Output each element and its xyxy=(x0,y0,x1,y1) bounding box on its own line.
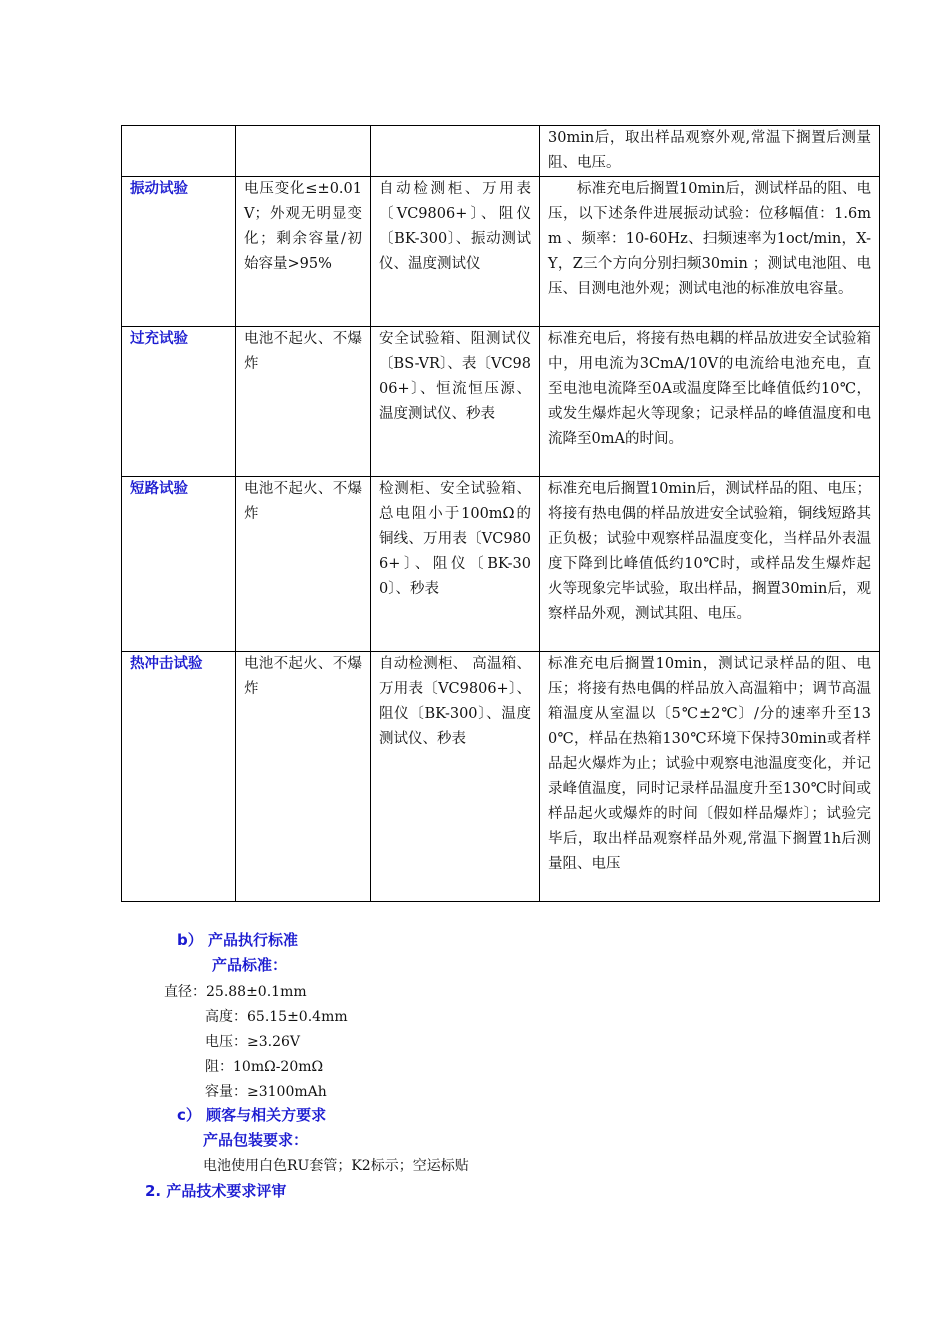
section-b-heading: b） 产品执行标准 xyxy=(177,931,298,949)
test-method: 标准充电后搁置10min后，测试样品的阻、电压；将接有热电偶的样品放进安全试验箱，铜线短路其正负极；试验中观察样品温度变化，当样品外表温度下降到比峰值低约10℃时，或样品发生爆炸起火等现象完毕试验，取出样品，搁置30min后，观察样品外观，测试其阻、电压。 xyxy=(540,477,880,652)
test-name: 过充试验 xyxy=(122,327,236,477)
test-name: 热冲击试验 xyxy=(122,652,236,902)
table-row xyxy=(122,177,880,327)
spec-height: 高度：65.15±0.4mm xyxy=(205,1009,348,1025)
test-method: 30min后，取出样品观察外观,常温下搁置后测量阻、电压。 xyxy=(540,126,880,177)
table-row xyxy=(122,327,880,477)
test-standard: 电池不起火、不爆炸 xyxy=(236,477,371,652)
test-method: 标准充电后搁置10min后，测试样品的阻、电压，以下述条件进展振动试验：位移幅值：1.6mm 、频率：10-60Hz、扫频速率为1oct/min，X-Y，Z三个方向分别扫频30min ；测试电池阻、电压、目测电池外观；测试电池的标准放电容量。 xyxy=(540,177,880,327)
spec-capacity: 容量：≥3100mAh xyxy=(205,1084,327,1100)
test-name: 振动试验 xyxy=(122,177,236,327)
section-b-subheading: 产品标准： xyxy=(212,956,288,974)
test-equipment: 安全试验箱、阻测试仪〔BS-VR〕、表〔VC9806+〕、恒流恒压源、温度测试仪、秒表 xyxy=(371,327,540,477)
test-name: 短路试验 xyxy=(122,477,236,652)
test-equipment: 自动检测柜、 高温箱、万用表〔VC9806+〕、阻仪〔BK-300〕、温度测试仪、秒表 xyxy=(371,652,540,902)
table-row xyxy=(122,652,880,902)
section-c-subheading: 产品包装要求： xyxy=(203,1131,309,1149)
table-row xyxy=(122,477,880,652)
test-standard: 电压变化≤±0.01V；外观无明显变化；剩余容量/初始容量>95% xyxy=(236,177,371,327)
test-name xyxy=(122,126,236,177)
test-equipment xyxy=(371,126,540,177)
test-standard: 电池不起火、不爆炸 xyxy=(236,327,371,477)
spec-diameter: 直径：25.88±0.1mm xyxy=(164,984,307,1000)
test-standard xyxy=(236,126,371,177)
section-2-heading: 2. 产品技术要求评审 xyxy=(145,1182,287,1200)
test-method: 标准充电后搁置10min，测试记录样品的阻、电压；将接有热电偶的样品放入高温箱中；调节高温箱温度从室温以〔5℃±2℃〕/分的速率升至130℃，样品在热箱130℃环境下保持30min或者样品起火爆炸为止；试验中观察电池温度变化，并记录峰值温度，同时记录样品温度升至130℃时间或样品起火或爆炸的时间〔假如样品爆炸〕；试验完毕后，取出样品观察样品外观,常温下搁置1h后测量阻、电压 xyxy=(540,652,880,902)
test-equipment: 检测柜、安全试验箱、总电阻小于100mΩ的铜线、万用表〔VC9806+〕、阻仪〔BK-300〕、秒表 xyxy=(371,477,540,652)
table-row xyxy=(122,126,880,177)
test-standard: 电池不起火、不爆炸 xyxy=(236,652,371,902)
section-c-heading: c） 顾客与相关方要求 xyxy=(177,1106,327,1124)
spec-resistance: 阻：10mΩ-20mΩ xyxy=(205,1059,324,1075)
packaging-requirement: 电池使用白色RU套管；K2标示；空运标贴 xyxy=(203,1158,469,1174)
spec-voltage: 电压：≥3.26V xyxy=(205,1034,301,1050)
test-method: 标准充电后，将接有热电耦的样品放进安全试验箱中，用电流为3CmA/10V的电流给电池充电，直至电池电流降至0A或温度降至比峰值低约10℃，或发生爆炸起火等现象；记录样品的峰值温度和电流降至0mA的时间。 xyxy=(540,327,880,477)
test-equipment: 自动检测柜、万用表〔VC9806+〕、阻仪〔BK-300〕、振动测试仪、温度测试仪 xyxy=(371,177,540,327)
test-spec-table xyxy=(121,125,880,902)
